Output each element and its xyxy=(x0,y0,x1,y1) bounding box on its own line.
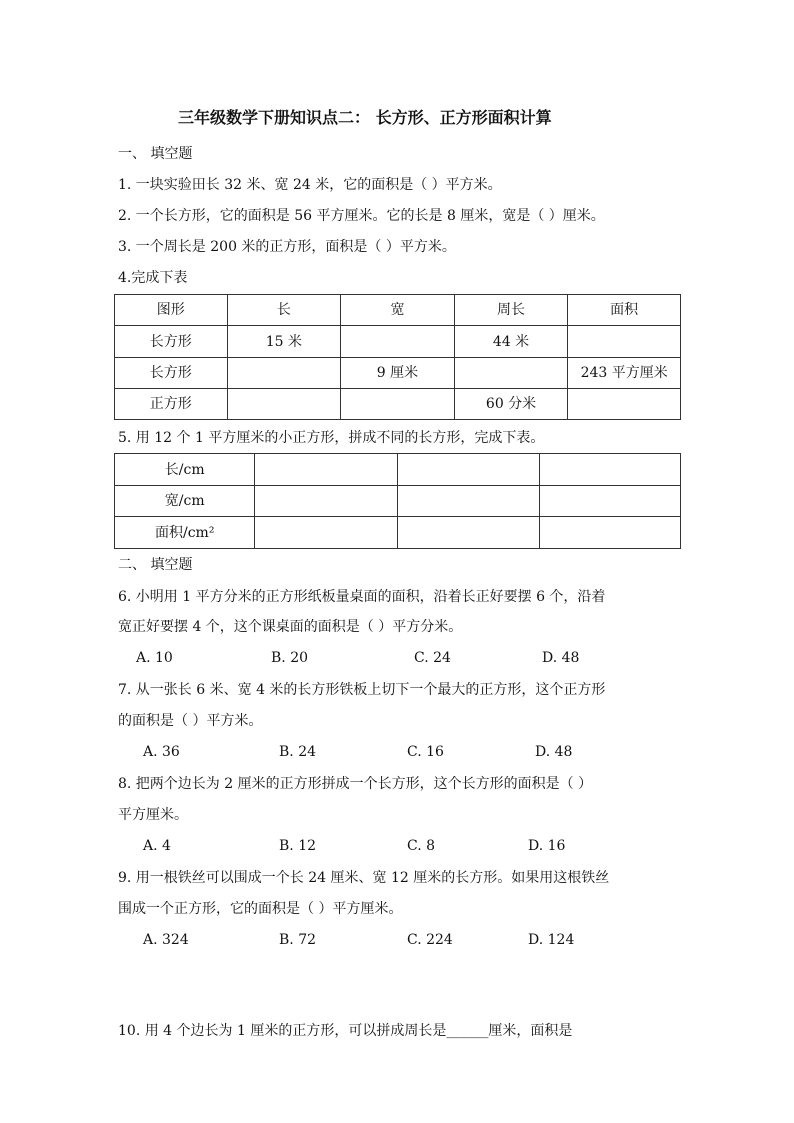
question-10: 10. 用 4 个边长为 1 厘米的正方形，可以拼成周长是______厘米，面积是 xyxy=(118,1023,573,1039)
table-cell xyxy=(341,326,455,358)
table-row-label: 长/cm xyxy=(115,454,255,486)
table-row xyxy=(115,326,681,358)
question-6-line-2: 宽正好要摆 4 个，这个课桌面的面积是（ ）平方分米。 xyxy=(118,619,463,635)
option-a: A. 10 xyxy=(136,650,173,666)
table-row-label: 面积/cm² xyxy=(115,517,255,549)
table-row xyxy=(115,517,681,549)
section-heading-1: 一、 填空题 xyxy=(118,146,193,162)
option-d: D. 124 xyxy=(528,932,575,948)
table-cell xyxy=(397,454,539,486)
question-3: 3. 一个周长是 200 米的正方形，面积是（ ）平方米。 xyxy=(118,239,456,255)
table-row xyxy=(115,358,681,389)
page-title: 三年级数学下册知识点二： 长方形、正方形面积计算 xyxy=(178,108,552,127)
option-a: A. 36 xyxy=(143,744,180,760)
option-c: C. 16 xyxy=(407,744,444,760)
question-6-line-1: 6. 小明用 1 平方分米的正方形纸板量桌面的面积，沿着长正好要摆 6 个，沿着 xyxy=(118,589,606,605)
option-d: D. 16 xyxy=(528,838,566,854)
table-cell xyxy=(227,389,341,420)
table-row-label: 宽/cm xyxy=(115,486,255,517)
table-cell: 长方形 xyxy=(115,326,228,358)
table-cell: 9 厘米 xyxy=(341,358,455,389)
option-c: C. 8 xyxy=(407,838,436,854)
table-cell: 正方形 xyxy=(115,389,228,420)
table-cell xyxy=(227,358,341,389)
table-cell xyxy=(568,389,681,420)
option-b: B. 20 xyxy=(271,650,309,666)
table-cell xyxy=(255,517,397,549)
question-9-line-1: 9. 用一根铁丝可以围成一个长 24 厘米、宽 12 厘米的长方形。如果用这根铁丝 xyxy=(118,870,610,886)
table-cell xyxy=(397,517,539,549)
table-cell xyxy=(539,486,680,517)
question-2: 2. 一个长方形，它的面积是 56 平方厘米。它的长是 8 厘米，宽是（ ）厘米。 xyxy=(118,208,605,224)
table-cell: 44 米 xyxy=(454,326,568,358)
table-cell xyxy=(397,486,539,517)
table-cell xyxy=(255,454,397,486)
table-header: 宽 xyxy=(341,295,455,326)
option-b: B. 24 xyxy=(279,744,317,760)
table-cell xyxy=(341,389,455,420)
table-cell: 60 分米 xyxy=(454,389,568,420)
table-cell: 243 平方厘米 xyxy=(568,358,681,389)
table-cell xyxy=(568,326,681,358)
question-7-line-1: 7. 从一张长 6 米、宽 4 米的长方形铁板上切下一个最大的正方形，这个正方形 xyxy=(118,682,606,698)
question-5: 5. 用 12 个 1 平方厘米的小正方形，拼成不同的长方形，完成下表。 xyxy=(118,430,545,446)
question-7-line-2: 的面积是（ ）平方米。 xyxy=(118,713,263,729)
table-cell xyxy=(255,486,397,517)
option-a: A. 4 xyxy=(143,838,171,854)
option-c: C. 224 xyxy=(407,932,453,948)
option-b: B. 12 xyxy=(279,838,317,854)
table-header: 面积 xyxy=(568,295,681,326)
question-9-line-2: 围成一个正方形，它的面积是（ ）平方厘米。 xyxy=(118,901,403,917)
table-cell: 长方形 xyxy=(115,358,228,389)
question-8-line-1: 8. 把两个边长为 2 厘米的正方形拼成一个长方形，这个长方形的面积是（ ） xyxy=(118,776,593,792)
table-header: 图形 xyxy=(115,295,228,326)
table-header: 长 xyxy=(227,295,341,326)
table-cell xyxy=(539,454,680,486)
option-a: A. 324 xyxy=(143,932,189,948)
table-row xyxy=(115,295,681,326)
question-8-line-2: 平方厘米。 xyxy=(118,807,188,823)
table-row xyxy=(115,389,681,420)
table-row xyxy=(115,454,681,486)
question-4: 4.完成下表 xyxy=(118,270,188,286)
shape-table xyxy=(114,294,681,420)
section-heading-2: 二、 填空题 xyxy=(118,557,193,573)
table-cell: 15 米 xyxy=(227,326,341,358)
option-b: B. 72 xyxy=(279,932,317,948)
rectangle-table xyxy=(114,453,681,549)
table-cell xyxy=(454,358,568,389)
table-row xyxy=(115,486,681,517)
table-cell xyxy=(539,517,680,549)
question-1: 1. 一块实验田长 32 米、宽 24 米，它的面积是（ ）平方米。 xyxy=(118,177,502,193)
option-d: D. 48 xyxy=(542,650,580,666)
option-d: D. 48 xyxy=(535,744,573,760)
option-c: C. 24 xyxy=(414,650,451,666)
table-header: 周长 xyxy=(454,295,568,326)
